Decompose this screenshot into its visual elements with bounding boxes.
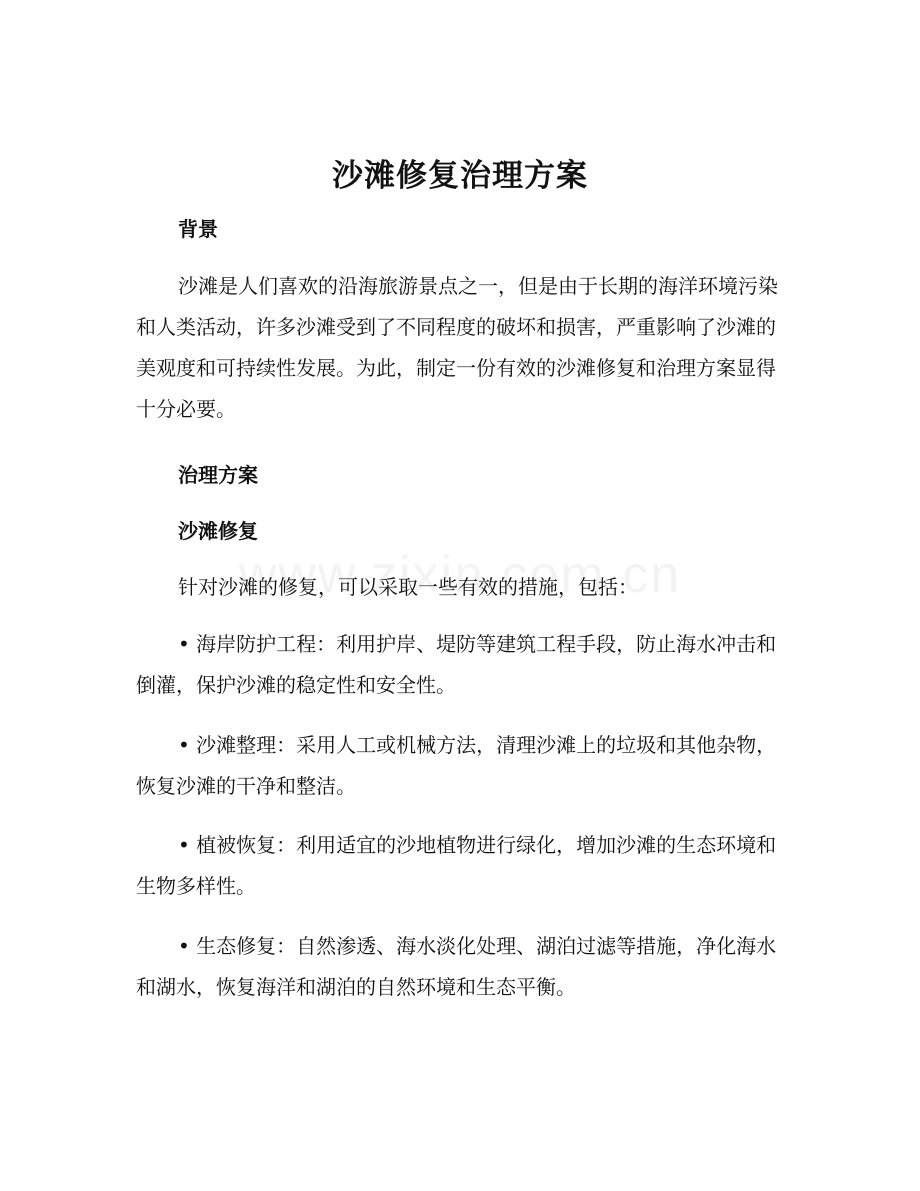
- bullet-beach-cleanup: • 沙滩整理：采用人工或机械方法，清理沙滩上的垃圾和其他杂物，恢复沙滩的干净和整洁。: [136, 733, 777, 798]
- section-heading-plan: 治理方案: [178, 463, 258, 487]
- document-title: 沙滩修复治理方案: [332, 158, 588, 194]
- section-heading-background: 背景: [178, 217, 218, 241]
- section-heading-repair: 沙滩修复: [178, 519, 258, 543]
- repair-intro-paragraph: 针对沙滩的修复，可以采取一些有效的措施，包括：: [178, 575, 638, 599]
- bullet-coastal-protection: • 海岸防护工程：利用护岸、堤防等建筑工程手段，防止海水冲击和倒灌，保护沙滩的稳定性和安全性。: [136, 632, 777, 697]
- bullet-vegetation-restoration: • 植被恢复：利用适宜的沙地植物进行绿化，增加沙滩的生态环境和生物多样性。: [136, 833, 777, 898]
- background-paragraph: 沙滩是人们喜欢的沿海旅游景点之一，但是由于长期的海洋环境污染和人类活动，许多沙滩受到了不同程度的破坏和损害，严重影响了沙滩的美观度和可持续性发展。为此，制定一份有效的沙滩修复和治理方案显得十分必要。: [136, 274, 778, 421]
- bullet-ecological-restoration: • 生态修复：自然渗透、海水淡化处理、湖泊过滤等措施，净化海水和湖水，恢复海洋和湖泊的自然环境和生态平衡。: [136, 934, 777, 999]
